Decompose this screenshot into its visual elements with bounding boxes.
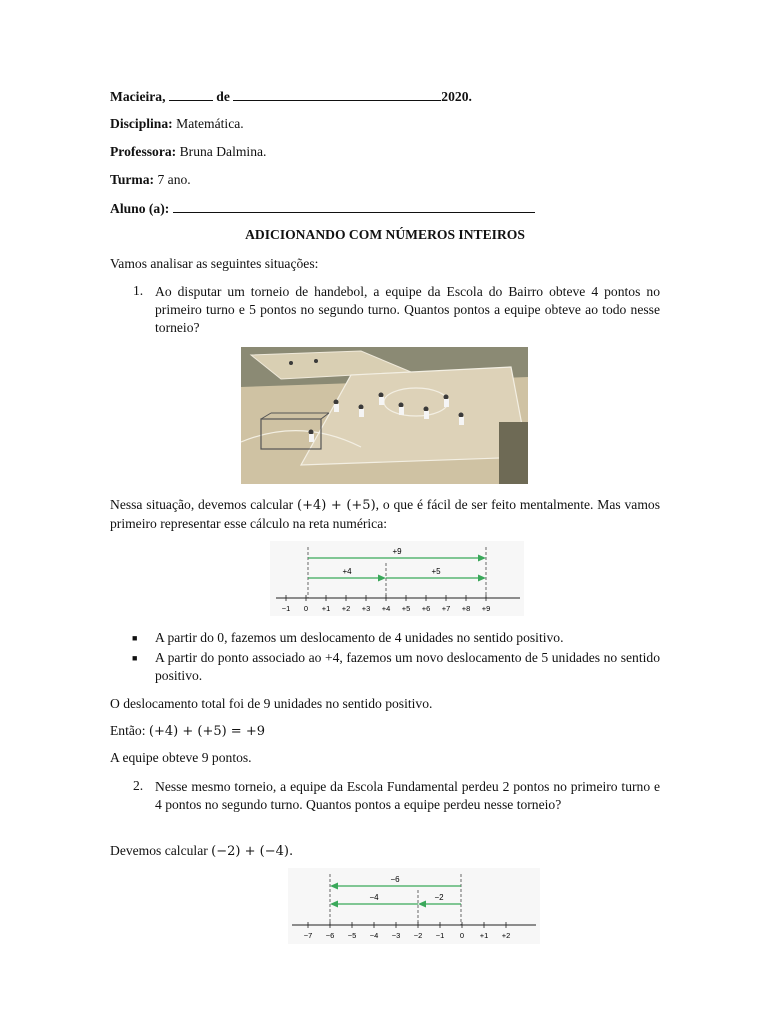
day-blank — [169, 88, 213, 101]
professora-value: Bruna Dalmina. — [179, 144, 267, 159]
diagram1-tick-label: +4 — [381, 604, 391, 613]
turma-line — [110, 172, 191, 188]
diagram2-tick-label: −4 — [369, 931, 379, 940]
aluno-line — [110, 200, 535, 217]
number-line-diagram-1 — [270, 541, 524, 616]
bullet-marker-1: ■ — [132, 633, 138, 643]
intro-text: Vamos analisar as seguintes situações: — [110, 256, 319, 271]
diagram2-seg1-label: −4 — [369, 893, 379, 902]
date-line — [110, 88, 472, 105]
result-1-text: A equipe obteve 9 pontos. — [110, 750, 252, 765]
q2-number: 2. — [133, 778, 144, 793]
handball-court-illustration — [241, 347, 528, 484]
diagram2-tick-label: −2 — [413, 931, 423, 940]
diagram1-tick-label: +9 — [481, 604, 491, 613]
de-label: de — [216, 89, 230, 104]
entao-line — [110, 723, 265, 739]
professora-label: Professora: — [110, 144, 177, 159]
diagram2-tick-label: −3 — [391, 931, 401, 940]
diagram1-tick-label: −1 — [281, 604, 291, 613]
disciplina-line — [110, 116, 244, 132]
situation-after: , o que é fácil de ser feito mentalmente. Mas vamos primeiro representar esse cálculo na reta numérica: — [110, 497, 660, 531]
diagram2-tick-label: −6 — [325, 931, 335, 940]
situation-before: Nessa situação, devemos calcular — [110, 497, 294, 512]
diagram2-tick-label: −1 — [435, 931, 445, 940]
turma-label: Turma: — [110, 172, 155, 187]
diagram1-tick-label: +5 — [401, 604, 411, 613]
q2-text: Nesse mesmo torneio, a equipe da Escola Fundamental perdeu 2 pontos no primeiro turno e 4 pontos no segundo turno. Quantos pontos a equipe perdeu nesse torneio? — [155, 779, 660, 812]
diagram1-tick-label: +3 — [361, 604, 371, 613]
diagram1-tick-label: +2 — [341, 604, 351, 613]
diagram2-tick-label: −7 — [303, 931, 313, 940]
entao-label: Então: — [110, 723, 146, 738]
diagram2-seg2-label: −2 — [434, 893, 444, 902]
diagram1-tick-label: +1 — [321, 604, 331, 613]
diagram1-tick-label: 0 — [303, 604, 309, 613]
month-blank — [233, 88, 441, 101]
disciplina-label: Disciplina: — [110, 116, 173, 131]
number-line-2-svg — [288, 868, 540, 944]
number-line-diagram-2 — [288, 868, 540, 944]
q1-number: 1. — [133, 283, 144, 298]
disciplina-value: Matemática. — [176, 116, 244, 131]
professora-line — [110, 144, 266, 160]
calc2-line — [110, 843, 293, 859]
situation-expression: (+4) + (+5) — [297, 498, 376, 513]
diagram2-tick-label: −5 — [347, 931, 357, 940]
calc2-label: Devemos calcular — [110, 843, 208, 858]
diagram1-tick-label: +7 — [441, 604, 451, 613]
diagram2-tick-label: 0 — [459, 931, 465, 940]
diagram1-seg2-label: +5 — [431, 567, 441, 576]
aluno-blank — [173, 200, 535, 213]
number-line-1-svg — [270, 541, 524, 616]
entao-expression: (+4) + (+5) = +9 — [148, 724, 265, 739]
diagram2-tick-label: +2 — [501, 931, 511, 940]
handball-court-photo — [241, 347, 528, 484]
turma-value: 7 ano. — [157, 172, 191, 187]
diagram2-top-label: −6 — [390, 875, 400, 884]
bullet-marker-2: ■ — [132, 653, 138, 663]
page-title: ADICIONANDO COM NÚMEROS INTEIROS — [245, 227, 525, 242]
diagram1-seg1-label: +4 — [342, 567, 352, 576]
place-label: Macieira, — [110, 89, 166, 104]
diagram1-tick-label: +8 — [461, 604, 471, 613]
diagram1-tick-label: +6 — [421, 604, 431, 613]
q1-text: Ao disputar um torneio de handebol, a equipe da Escola do Bairro obteve 4 pontos no primeiro turno e 5 pontos no segundo turno. Quantos pontos a equipe obteve ao todo nesse torneio? — [155, 284, 660, 335]
diagram2-tick-label: +1 — [479, 931, 489, 940]
calc2-expression: (−2) + (−4). — [211, 844, 294, 859]
year-label: 2020. — [441, 89, 472, 104]
total-text: O deslocamento total foi de 9 unidades no sentido positivo. — [110, 696, 433, 711]
situation-text — [110, 496, 660, 533]
bullet-item-1: A partir do 0, fazemos um deslocamento de 4 unidades no sentido positivo. — [155, 630, 564, 645]
bullet-item-2: A partir do ponto associado ao +4, fazemos um novo deslocamento de 5 unidades no sentido positivo. — [155, 650, 660, 683]
aluno-label: Aluno (a): — [110, 201, 170, 216]
diagram1-top-label: +9 — [392, 547, 402, 556]
